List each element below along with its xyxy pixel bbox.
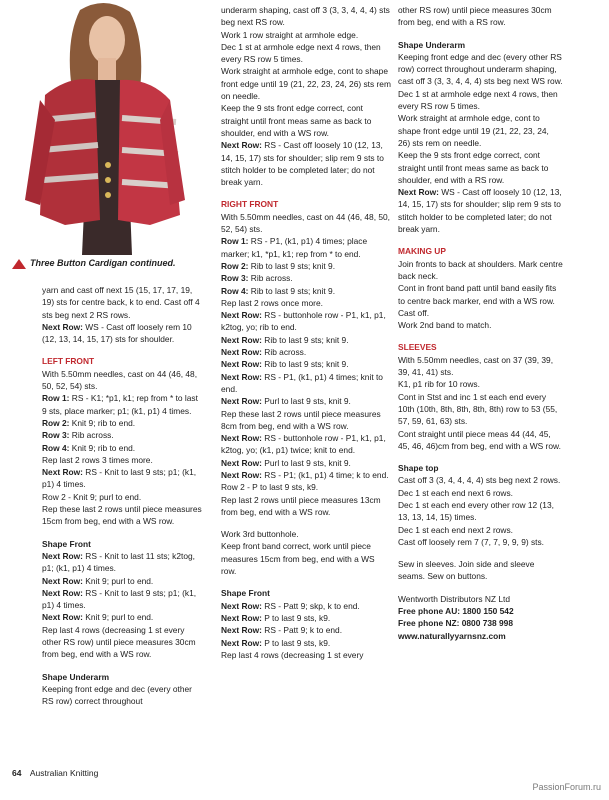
- paragraph: K1, p1 rib for 10 rows.: [398, 379, 480, 390]
- paragraph: Keep the 9 sts front edge correct, cont straight until front meas same as back to shoulder, end with a WS row.: [221, 103, 372, 138]
- instruction-row: [42, 466, 204, 491]
- row-label: Next Row:: [221, 334, 262, 345]
- text-column-3: [398, 4, 563, 642]
- row-text: Purl to last 9 sts, knit 9.: [261, 396, 351, 407]
- instruction-row: [221, 235, 391, 260]
- instruction-row: [42, 611, 204, 623]
- row-label: Next Row:: [42, 550, 83, 561]
- section-heading: MAKING UP: [398, 246, 446, 257]
- instruction-row: [221, 334, 391, 346]
- instruction-row: [42, 575, 204, 587]
- paragraph: Join fronts to back at shoulders. Mark centre back neck.: [398, 258, 563, 281]
- instruction-row: [221, 139, 391, 188]
- paragraph: Row 2 - Knit 9; purl to end.: [42, 491, 142, 502]
- instruction-row: [221, 395, 391, 407]
- row-label: Row 2:: [42, 417, 70, 428]
- row-text: P to last 9 sts, k9.: [261, 637, 331, 648]
- row-text: Rib across.: [248, 273, 293, 284]
- instruction-row: [221, 637, 391, 649]
- paragraph: With 5.50mm needles, cast on 44 (46, 48, 50, 52, 54) sts.: [221, 211, 390, 235]
- instruction-row: [398, 186, 563, 235]
- spacer: [42, 528, 204, 538]
- paragraph: Work 2nd band to match.: [398, 320, 492, 331]
- instruction-row: [42, 550, 204, 575]
- text-column-2: [221, 4, 391, 661]
- row-text: RS - K1; *p1, k1; rep from * to last 9 sts, place marker; p1; (k1, p1) 4 times.: [42, 393, 198, 416]
- spacer: [42, 661, 204, 671]
- spacer: [398, 331, 563, 341]
- instruction-row: [221, 612, 391, 624]
- row-text: RS - P1; (k1, p1) 4 time; k to end.: [261, 469, 389, 480]
- instruction-row: [221, 272, 391, 284]
- subsection-heading: Shape Underarm: [398, 39, 466, 50]
- row-label: Row 3:: [42, 430, 70, 441]
- row-label: Next Row:: [221, 469, 262, 480]
- row-text: Rib to last 9 sts; knit 9.: [248, 260, 336, 271]
- paragraph: Dec 1 st at armhole edge next 4 rows, then every RS row 5 times.: [398, 88, 558, 112]
- instruction-row: [221, 346, 391, 358]
- row-label: Row 3:: [221, 273, 249, 284]
- row-text: Rib to last 9 sts; knit 9.: [248, 285, 336, 296]
- spacer: [221, 577, 391, 587]
- row-text: RS - Knit to last 11 sts; k2tog, p1; (k1, p1) 4 times.: [42, 550, 195, 574]
- contact-line: www.naturallyyarnsnz.com: [398, 630, 506, 641]
- row-label: Row 1:: [42, 393, 70, 404]
- row-text: Knit 9; purl to end.: [82, 612, 154, 623]
- paragraph: Work 1 row straight at armhole edge.: [221, 29, 359, 40]
- row-label: Row 2:: [221, 260, 249, 271]
- page-footer: [12, 768, 98, 778]
- spacer: [398, 583, 563, 593]
- row-label: Next Row:: [42, 321, 83, 332]
- row-label: Next Row:: [221, 625, 262, 636]
- spacer: [398, 235, 563, 245]
- row-text: RS - buttonhole row - P1, k1, p1, k2tog, yo; (k1, p1) twice; knit to end.: [221, 433, 386, 456]
- paragraph: With 5.50mm needles, cast on 37 (39, 39, 39, 41, 41) sts.: [398, 354, 554, 378]
- paragraph: Keeping front edge and dec (every other RS row) correct throughout: [42, 683, 192, 707]
- section-heading: LEFT FRONT: [42, 356, 95, 367]
- contact-line: Free phone AU: 1800 150 542: [398, 606, 514, 617]
- paragraph: Sew in sleeves. Join side and sleeve seams. Sew on buttons.: [398, 559, 535, 582]
- row-label: Next Row:: [221, 600, 262, 611]
- cardigan-photo: [10, 0, 190, 255]
- section-heading: SLEEVES: [398, 342, 437, 353]
- paragraph: Rep last 2 rows 3 times more.: [42, 454, 153, 465]
- row-text: RS - P1, (k1, p1) 4 times; knit to end.: [221, 371, 383, 394]
- paragraph: Rep these last 2 rows until piece measures 8cm from beg, end with a WS row.: [221, 408, 381, 431]
- triangle-marker-icon: [12, 259, 26, 269]
- row-text: Knit 9; rib to end.: [69, 442, 136, 453]
- paragraph: Rep last 2 rows until piece measures 13cm from beg, end with a WS row.: [221, 494, 381, 517]
- row-label: Next Row:: [221, 371, 262, 382]
- row-text: RS - buttonhole row - P1, k1, p1, k2tog, yo; rib to end.: [221, 310, 386, 333]
- row-text: Purl to last 9 sts, knit 9.: [261, 457, 351, 468]
- text-column-1: [42, 284, 204, 708]
- row-text: WS - Cast off loosely rem 10 (12, 13, 14, 15, 17) sts for shoulder.: [42, 321, 192, 345]
- instruction-row: [42, 392, 204, 417]
- paragraph: Keep the 9 sts front edge correct, cont straight until front meas same as back to shoulder, end with a RS row.: [398, 150, 549, 185]
- paragraph: Dec 1 st each end every other row 12 (13, 13, 13, 14, 15) times.: [398, 499, 554, 523]
- instruction-row: [221, 309, 391, 334]
- row-label: Next Row:: [221, 359, 262, 370]
- subsection-heading: Shape top: [398, 463, 439, 474]
- section-heading: RIGHT FRONT: [221, 199, 279, 210]
- paragraph: Cast off 3 (3, 4, 4, 4, 4) sts beg next 2 rows.: [398, 475, 561, 486]
- paragraph: Cont in Stst and inc 1 st each end every 10th (10th, 8th, 8th, 8th, 8th) row to 53 (55, 57, 59, 61, 63) sts.: [398, 391, 558, 427]
- row-label: Next Row:: [221, 310, 262, 321]
- row-text: Rib across.: [261, 347, 307, 358]
- spacer: [398, 29, 563, 39]
- paragraph: yarn and cast off next 15 (15, 17, 17, 19, 19) sts for centre back, k to end. Cast off 4 sts beg next 2 RS rows.: [42, 285, 200, 320]
- instruction-row: [221, 469, 391, 481]
- row-label: Next Row:: [221, 637, 262, 648]
- spacer: [398, 452, 563, 462]
- page-number: 64: [12, 768, 22, 778]
- photo-caption: [30, 258, 200, 268]
- spacer: [221, 518, 391, 528]
- row-text: Rib to last 9 sts; knit 9.: [261, 334, 349, 345]
- row-text: RS - Knit to last 9 sts; p1; (k1, p1) 4 times.: [42, 587, 197, 611]
- paragraph: Wentworth Distributors NZ Ltd: [398, 593, 511, 604]
- spacer: [398, 548, 563, 558]
- instruction-row: [221, 600, 391, 612]
- row-label: Next Row:: [221, 140, 262, 151]
- paragraph: other RS row) until piece measures 30cm from beg, end with a RS row.: [398, 5, 552, 28]
- row-label: Row 4:: [42, 442, 70, 453]
- instruction-row: [42, 417, 204, 429]
- row-label: Row 1:: [221, 236, 249, 247]
- instruction-row: [42, 429, 204, 441]
- magazine-title: Australian Knitting: [29, 768, 99, 778]
- paragraph: Cont straight until piece meas 44 (44, 45, 45, 46, 46)cm from beg, end with a WS row.: [398, 428, 561, 451]
- model-illustration: [10, 0, 190, 255]
- row-text: RS - Patt 9; skp, k to end.: [261, 600, 360, 611]
- instruction-row: [221, 260, 391, 272]
- spacer: [42, 345, 204, 355]
- row-label: Row 4:: [221, 285, 249, 296]
- row-label: Next Row:: [221, 612, 262, 623]
- subsection-heading: Shape Underarm: [42, 671, 110, 682]
- row-text: RS - Cast off loosely 10 (12, 13, 14, 15, 17) sts for shoulder; slip rem 9 sts to stitch holder to be completed later; do not break yarn.: [221, 140, 384, 188]
- paragraph: Rep these last 2 rows until piece measures 15cm from beg, end with a WS row.: [42, 504, 202, 527]
- row-text: RS - Knit to last 9 sts; p1; (k1, p1) 4 times.: [42, 467, 197, 490]
- paragraph: With 5.50mm needles, cast on 44 (46, 48, 50, 52, 54) sts.: [42, 368, 198, 392]
- paragraph: Row 2 - P to last 9 sts, k9.: [221, 482, 319, 493]
- instruction-row: [221, 371, 391, 396]
- row-label: Next Row:: [42, 587, 83, 598]
- instruction-row: [221, 624, 391, 636]
- row-label: Next Row:: [42, 467, 83, 478]
- instruction-row: [42, 442, 204, 454]
- instruction-row: [221, 285, 391, 297]
- paragraph: Dec 1 st each end next 6 rows.: [398, 487, 513, 498]
- caption-text: Three Button Cardigan continued.: [30, 258, 176, 268]
- paragraph: Rep last 4 rows (decreasing 1 st every other RS row) until piece measures 30cm from beg, end with a WS row.: [42, 624, 196, 660]
- instruction-row: [221, 457, 391, 469]
- paragraph: Keeping front edge and dec (every other RS row) correct throughout underarm shaping, cast off 3 (3, 3, 4, 4, 4) sts beg next WS row.: [398, 51, 563, 87]
- subsection-heading: Shape Front: [42, 538, 91, 549]
- row-label: Next Row:: [221, 457, 262, 468]
- paragraph: Rep last 4 rows (decreasing 1 st every: [221, 649, 364, 660]
- row-label: Next Row:: [42, 575, 83, 586]
- row-text: Knit 9; rib to end.: [69, 417, 136, 428]
- row-label: Next Row:: [221, 396, 262, 407]
- row-text: RS - P1, (k1, p1) 4 times; place marker; k1, *p1, k1; rep from * to end.: [221, 236, 368, 259]
- row-text: Rib across.: [69, 430, 114, 441]
- row-text: Knit 9; purl to end.: [82, 575, 154, 586]
- subsection-heading: Shape Front: [221, 588, 270, 599]
- instruction-row: [221, 432, 391, 457]
- contact-line: Free phone NZ: 0800 738 998: [398, 618, 513, 629]
- spacer: [221, 188, 391, 198]
- row-label: Next Row:: [398, 187, 439, 198]
- paragraph: Work 3rd buttonhole.: [221, 529, 299, 540]
- paragraph: Dec 1 st each end next 2 rows.: [398, 524, 513, 535]
- paragraph: underarm shaping, cast off 3 (3, 3, 4, 4, 4) sts beg next RS row.: [221, 5, 390, 28]
- row-label: Next Row:: [221, 347, 262, 358]
- row-text: RS - Patt 9; k to end.: [261, 625, 343, 636]
- paragraph: Keep front band correct, work until piece measures 15cm from beg, end with a WS row.: [221, 541, 375, 577]
- row-label: Next Row:: [221, 433, 262, 444]
- paragraph: Rep last 2 rows once more.: [221, 297, 323, 308]
- row-text: WS - Cast off loosely 10 (12, 13, 14, 15, 17) sts for shoulder; slip rem 9 sts to stitch holder to be completed later; do not break yarn.: [398, 187, 562, 235]
- instruction-row: [221, 358, 391, 370]
- instruction-row: [42, 321, 204, 346]
- watermark: PassionForum.ru: [532, 782, 601, 792]
- paragraph: Work straight at armhole edge, cont to shape front edge until 19 (21, 22, 23, 24, 26) sts rem on needle.: [221, 66, 391, 102]
- instruction-row: [42, 587, 204, 612]
- paragraph: Cast off loosely rem 7 (7, 7, 9, 9, 9) sts.: [398, 536, 545, 547]
- row-text: P to last 9 sts, k9.: [261, 612, 331, 623]
- row-label: Next Row:: [42, 612, 83, 623]
- paragraph: Dec 1 st at armhole edge next 4 rows, then every RS row 5 times.: [221, 41, 381, 65]
- paragraph: Cont in front band patt until band easily fits to centre back marker, end with a WS row. Cast off.: [398, 283, 557, 318]
- row-text: Rib to last 9 sts; knit 9.: [261, 359, 349, 370]
- paragraph: Work straight at armhole edge, cont to shape front edge until 19 (21, 22, 23, 24, 26) sts rem on needle.: [398, 113, 549, 148]
